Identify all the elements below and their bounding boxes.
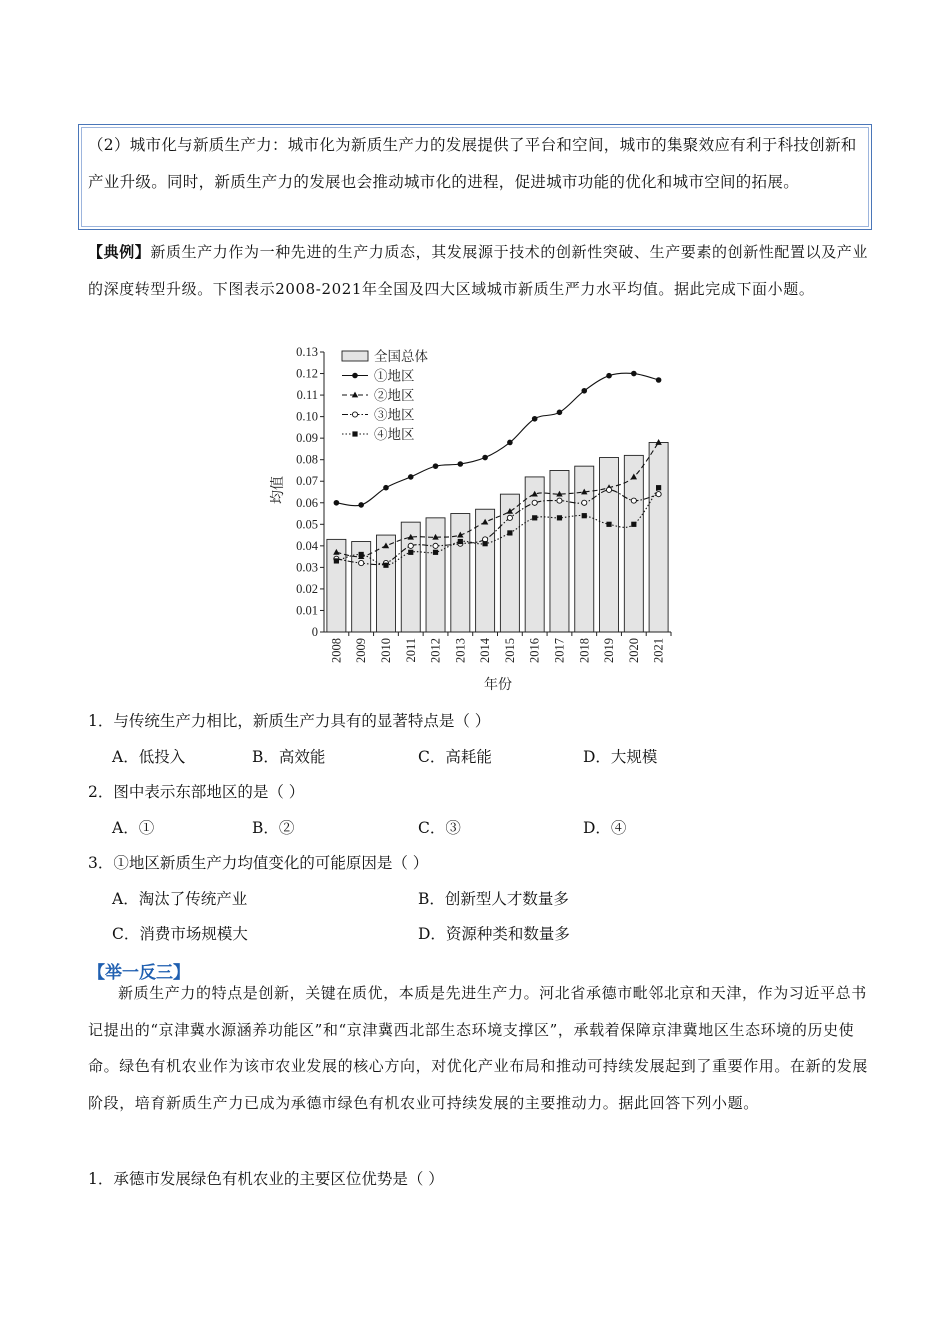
x-tick-label: 2017 bbox=[552, 638, 567, 663]
point-series4-2016 bbox=[532, 515, 537, 520]
example-text: 新质生产力作为一种先进的生产力质态，其发展源于技术的创新性突破、生产要素的创新性配置以及产业的深度转型升级。下图表示2008-2021年全国及四大区域城市新质生严力水平均值。据此完成下面小题。 bbox=[88, 243, 869, 298]
x-tick-label: 2008 bbox=[329, 638, 344, 663]
q2-option-b: B．② bbox=[252, 819, 295, 837]
x-tick-label: 2021 bbox=[651, 638, 666, 663]
point-series1-2011 bbox=[408, 474, 414, 480]
section-heading: 【举一反三】 bbox=[88, 963, 190, 983]
x-axis-title: 年份 bbox=[484, 678, 512, 693]
point-series3-2017 bbox=[557, 498, 562, 503]
x-tick-label: 2018 bbox=[577, 638, 592, 663]
point-series3-2012 bbox=[433, 543, 438, 548]
point-series3-2020 bbox=[631, 498, 636, 503]
chart bbox=[260, 340, 690, 700]
bar-2013 bbox=[451, 514, 470, 632]
bar-2014 bbox=[476, 509, 495, 632]
bar-2021 bbox=[649, 442, 668, 632]
point-series3-2011 bbox=[408, 543, 413, 548]
point-series4-2017 bbox=[557, 515, 562, 520]
question-1-stem: 1．与传统生产力相比，新质生产力具有的显著特点是（ ） bbox=[88, 712, 491, 730]
point-series1-2013 bbox=[458, 461, 464, 467]
point-series3-2018 bbox=[582, 500, 587, 505]
q3-option-a: A．淘汰了传统产业 bbox=[112, 890, 248, 908]
point-series1-2015 bbox=[507, 440, 513, 446]
point-series4-2012 bbox=[433, 550, 438, 555]
point-series4-2018 bbox=[582, 513, 587, 518]
example-tag: 【典例】 bbox=[88, 243, 151, 261]
point-series4-2015 bbox=[507, 530, 512, 535]
y-tick-label: 0.09 bbox=[296, 431, 318, 446]
point-series1-2008 bbox=[334, 500, 340, 506]
y-tick-label: 0 bbox=[311, 625, 318, 639]
point-series1-2009 bbox=[358, 502, 364, 508]
q3-option-b: B．创新型人才数量多 bbox=[418, 890, 569, 908]
point-series3-2015 bbox=[507, 515, 512, 520]
y-tick-label: 0.02 bbox=[296, 581, 318, 596]
y-tick-label: 0.13 bbox=[296, 345, 318, 359]
question-2-stem: 2．图中表示东部地区的是（ ） bbox=[88, 783, 305, 801]
point-series3-2009 bbox=[359, 560, 364, 565]
point-series1-2018 bbox=[581, 388, 587, 394]
point-series1-2017 bbox=[557, 410, 563, 416]
point-series1-2010 bbox=[383, 485, 389, 491]
legend-marker-1 bbox=[352, 373, 358, 379]
legend-swatch-bars bbox=[342, 351, 368, 361]
point-series1-2019 bbox=[606, 373, 612, 379]
point-series4-2019 bbox=[606, 522, 611, 527]
legend-label-2: ②地区 bbox=[374, 388, 415, 403]
y-tick-label: 0.12 bbox=[296, 366, 318, 381]
bar-2019 bbox=[600, 458, 619, 632]
section-paragraph: 新质生产力的特点是创新，关键在质优，本质是先进生产力。河北省承德市毗邻北京和天津，作为习近平总书记提出的“京津冀水源涵养功能区”和“京津冀西北部生态环境支撑区”，承载着保障京津冀地区生态环境的历史使命。绿色有机农业作为该市农业发展的核心方向，对优化产业布局和推动可持续发展起到了重要作用。在新的发展阶段，培育新质生产力已成为承德市绿色有机农业可持续发展的主要推动力。据此回答下列小题。 bbox=[88, 984, 869, 1112]
x-tick-label: 2013 bbox=[453, 638, 468, 663]
legend-marker-3 bbox=[352, 412, 357, 417]
x-tick-label: 2014 bbox=[478, 638, 493, 663]
q2-option-c: C．③ bbox=[418, 819, 461, 837]
point-series4-2010 bbox=[383, 563, 388, 568]
x-tick-label: 2012 bbox=[428, 638, 443, 663]
q1-option-b: B．高效能 bbox=[252, 748, 326, 766]
point-series1-2020 bbox=[631, 371, 637, 377]
point-series1-2014 bbox=[482, 455, 488, 461]
q1-option-a: A．低投入 bbox=[112, 748, 186, 766]
point-series4-2011 bbox=[408, 550, 413, 555]
point-series3-2019 bbox=[606, 487, 611, 492]
y-tick-label: 0.06 bbox=[296, 495, 318, 510]
point-series3-2021 bbox=[656, 492, 661, 497]
x-tick-label: 2011 bbox=[403, 638, 418, 663]
x-tick-label: 2016 bbox=[527, 638, 542, 663]
y-tick-label: 0.10 bbox=[296, 409, 318, 424]
x-tick-label: 2009 bbox=[354, 638, 369, 663]
point-series4-2020 bbox=[631, 522, 636, 527]
y-tick-label: 0.08 bbox=[296, 452, 318, 467]
y-tick-label: 0.11 bbox=[296, 388, 318, 403]
point-series1-2012 bbox=[433, 463, 439, 469]
legend-marker-4 bbox=[352, 431, 357, 436]
x-tick-label: 2020 bbox=[626, 638, 641, 663]
point-series1-2016 bbox=[532, 416, 538, 422]
example-paragraph bbox=[88, 234, 868, 307]
legend-label-3: ③地区 bbox=[374, 407, 415, 423]
legend-label-1: ①地区 bbox=[374, 368, 415, 384]
q3-option-c: C．消费市场规模大 bbox=[112, 925, 248, 943]
point-series4-2013 bbox=[458, 539, 463, 544]
note-text: （2）城市化与新质生产力：城市化为新质生产力的发展提供了平台和空间，城市的集聚效应有利于科技创新和产业升级。同时，新质生产力的发展也会推动城市化的进程，促进城市功能的优化和城市空间的拓展。 bbox=[88, 136, 857, 191]
point-series2-2021 bbox=[655, 439, 661, 445]
point-series4-2008 bbox=[334, 558, 339, 563]
point-series1-2021 bbox=[656, 377, 662, 383]
q2-option-a: A．① bbox=[112, 819, 155, 837]
y-tick-label: 0.01 bbox=[296, 603, 318, 618]
y-tick-label: 0.03 bbox=[296, 560, 318, 575]
y-axis-title: 均值 bbox=[271, 476, 286, 504]
legend-label-bars: 全国总体 bbox=[374, 349, 428, 364]
x-tick-label: 2019 bbox=[602, 638, 617, 663]
x-tick-label: 2015 bbox=[502, 638, 517, 663]
section-question-1: 1．承德市发展绿色有机农业的主要区位优势是（ ） bbox=[88, 1170, 444, 1188]
q2-option-d: D．④ bbox=[583, 819, 627, 837]
point-series4-2014 bbox=[483, 541, 488, 546]
y-tick-label: 0.05 bbox=[296, 517, 318, 532]
q1-option-c: C．高耗能 bbox=[418, 748, 492, 766]
point-series4-2009 bbox=[359, 552, 364, 557]
point-series4-2021 bbox=[656, 485, 661, 490]
y-tick-label: 0.04 bbox=[296, 538, 318, 553]
q3-option-d: D．资源种类和数量多 bbox=[418, 925, 570, 943]
x-tick-label: 2010 bbox=[378, 638, 393, 663]
point-series3-2016 bbox=[532, 500, 537, 505]
q1-option-d: D．大规模 bbox=[583, 748, 658, 766]
bar-2010 bbox=[376, 535, 395, 632]
question-3-stem: 3．①地区新质生产力均值变化的可能原因是（ ） bbox=[88, 854, 429, 872]
y-tick-label: 0.07 bbox=[296, 474, 318, 489]
legend-label-4: ④地区 bbox=[374, 427, 415, 442]
